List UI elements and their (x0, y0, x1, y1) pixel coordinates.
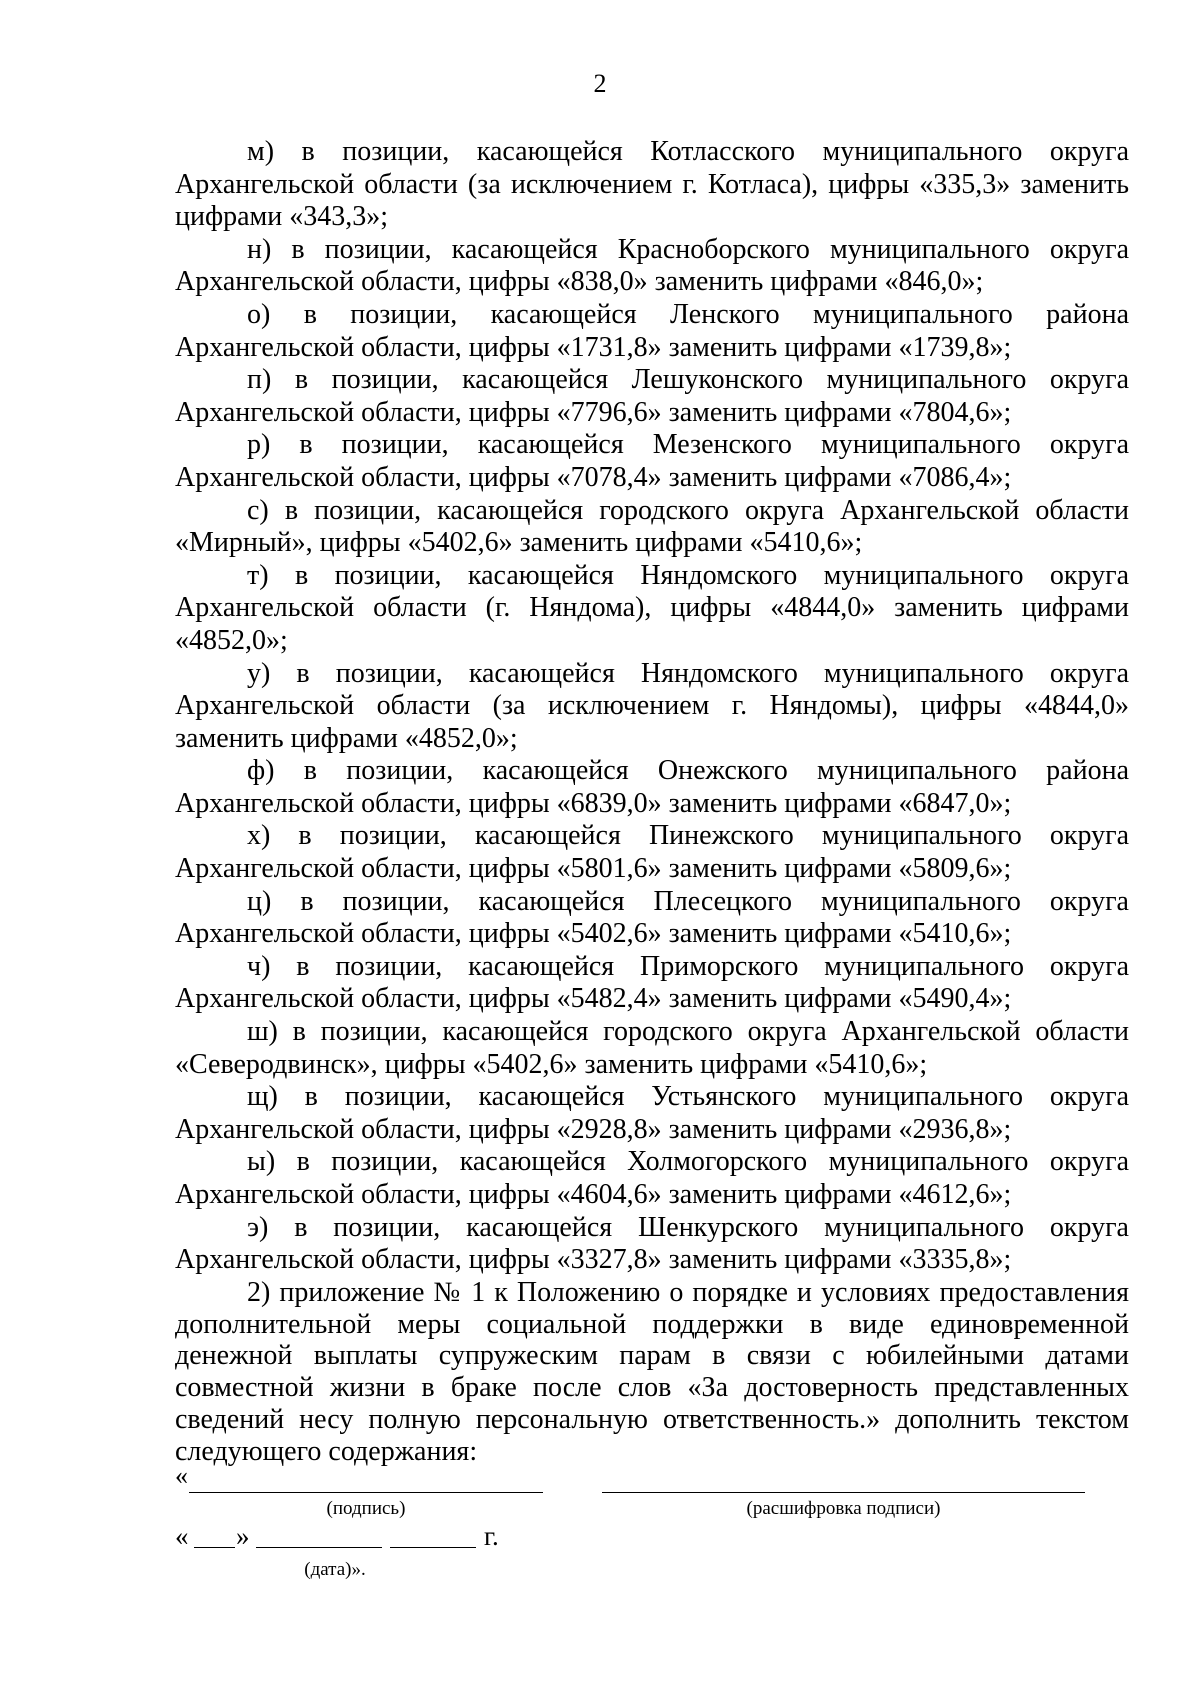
paragraph-2: 2) приложение № 1 к Положению о порядке и условиях предоставления дополнительной меры социальной поддержки в виде единовременной денежной выплаты супружеским парам в связи с юбилейными датами совместной жизни в браке после слов «За достоверность представленных сведений несу полную персональную ответственность.» дополнить текстом следующего содержания: (175, 1276, 1129, 1467)
paragraph-h: х) в позиции, касающейся Пинежского муниципального округа Архангельской области, цифры «5801,6» заменить цифрами «5809,6»; (175, 820, 1129, 885)
page-number: 2 (593, 69, 607, 98)
document-body (175, 136, 1129, 1468)
paragraph-u: у) в позиции, касающейся Няндомского муниципального округа Архангельской области (за исключением г. Няндомы), цифры «4844,0» заменить цифрами «4852,0»; (175, 657, 1129, 754)
paragraph-y: ы) в позиции, касающейся Холмогорского муниципального округа Архангельской области, цифры «4604,6» заменить цифрами «4612,6»; (175, 1146, 1129, 1210)
paragraph-p: п) в позиции, касающейся Лешуконского муниципального округа Архангельской области, цифры «7796,6» заменить цифрами «7804,6»; (175, 364, 1129, 428)
date-close-quote: » (236, 1521, 250, 1551)
paragraph-r: р) в позиции, касающейся Мезенского муниципального округа Архангельской области, цифры «7078,4» заменить цифрами «7086,4»; (175, 429, 1129, 493)
date-year-suffix: г. (484, 1521, 499, 1551)
paragraph-shch: щ) в позиции, касающейся Устьянского муниципального округа Архангельской области, цифры «2928,8» заменить цифрами «2936,8»; (175, 1081, 1129, 1145)
paragraph-sh: ш) в позиции, касающейся городского округа Архангельской области «Северодвинск», цифры «5402,6» заменить цифрами «5410,6»; (175, 1016, 1129, 1080)
paragraph-n: н) в позиции, касающейся Красноборского муниципального округа Архангельской области, цифры «838,0» заменить цифрами «846,0»; (175, 233, 1129, 298)
date-open-quote: « (175, 1521, 189, 1551)
date-caption: (дата)». (304, 1559, 366, 1580)
paragraph-m: м) в позиции, касающейся Котласского муниципального округа Архангельской области (за исключением г. Котласа), цифры «335,3» заменить цифрами «343,3»; (175, 136, 1129, 233)
signature-caption: (подпись) (326, 1498, 406, 1519)
signature-decoding-caption: (расшифровка подписи) (746, 1498, 941, 1519)
date-day-line (194, 1547, 235, 1548)
paragraph-ch: ч) в позиции, касающейся Приморского муниципального округа Архангельской области, цифры «5482,4» заменить цифрами «5490,4»; (175, 950, 1129, 1015)
paragraph-f: ф) в позиции, касающейся Онежского муниципального района Архангельской области, цифры «6839,0» заменить цифрами «6847,0»; (175, 755, 1129, 819)
paragraph-t: т) в позиции, касающейся Няндомского муниципального округа Архангельской области (г. Няндома), цифры «4844,0» заменить цифрами «4852,0»; (175, 559, 1129, 656)
paragraph-s: с) в позиции, касающейся городского округа Архангельской области «Мирный», цифры «5402,6» заменить цифрами «5410,6»; (175, 494, 1129, 559)
signature-decoding-line (602, 1492, 1085, 1493)
signature-open-quote: « (175, 1461, 188, 1490)
paragraph-ts: ц) в позиции, касающейся Плесецкого муниципального округа Архангельской области, цифры «5402,6» заменить цифрами «5410,6»; (175, 885, 1129, 950)
paragraph-o: о) в позиции, касающейся Ленского муниципального района Архангельской области, цифры «1731,8» заменить цифрами «1739,8»; (175, 298, 1129, 363)
date-year-line (390, 1547, 476, 1548)
date-month-line (256, 1547, 382, 1548)
signature-line (189, 1492, 543, 1493)
paragraph-e: э) в позиции, касающейся Шенкурского муниципального округа Архангельской области, цифры «3327,8» заменить цифрами «3335,8»; (175, 1211, 1129, 1276)
